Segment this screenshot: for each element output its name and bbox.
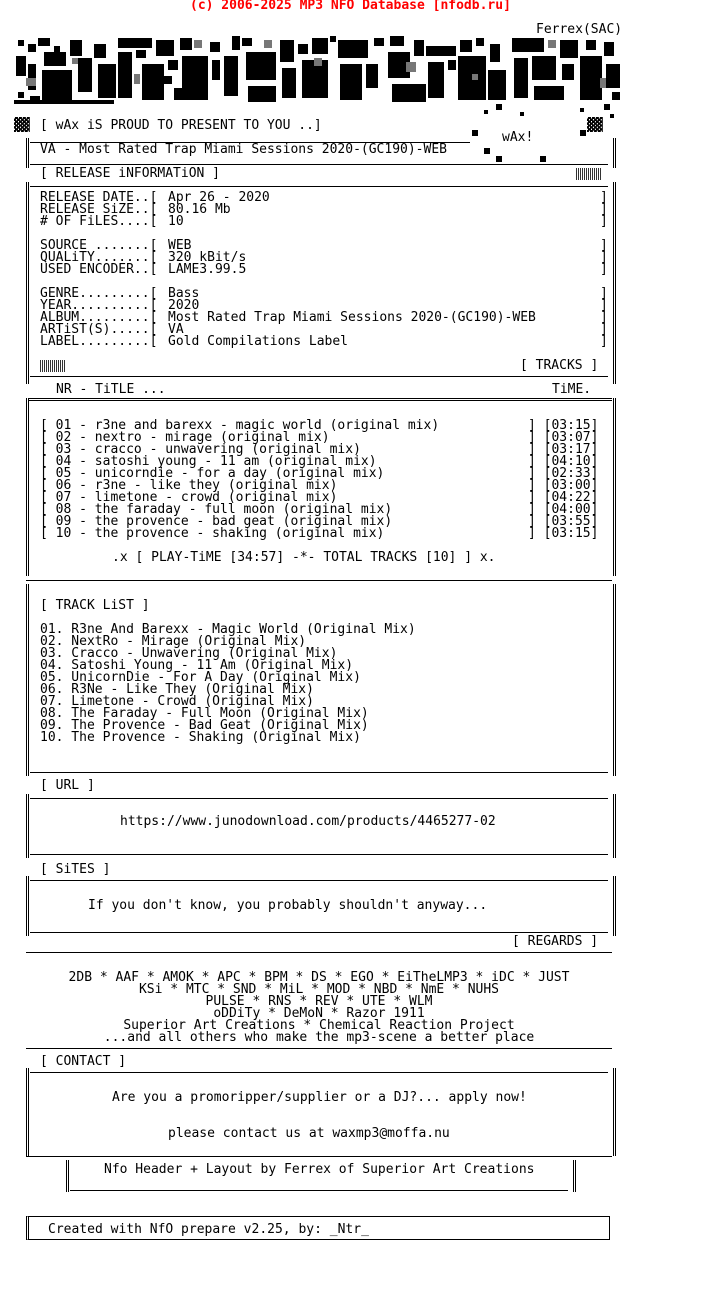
field-value: WEB (168, 238, 192, 253)
divider (30, 932, 608, 933)
shade-block (576, 168, 602, 180)
divider (30, 1072, 608, 1073)
decor-block (472, 130, 478, 136)
track-row: [ 05 - unicorndie - for a day (original mix) (40, 466, 385, 481)
divider (30, 880, 608, 881)
field-value: Most Rated Trap Miami Sessions 2020-(GC190)-WEB (168, 310, 536, 325)
track-list-item: 06. R3Ne - Like They (Original Mix) (40, 682, 314, 697)
track-time: ] [04:00] (528, 502, 599, 517)
track-row: [ 03 - cracco - unwavering (original mix) (40, 442, 361, 457)
col-time: TiME. (552, 382, 592, 397)
field-label: YEAR..........[ (40, 298, 158, 313)
field-bracket: ] (600, 322, 608, 337)
divider (30, 798, 608, 799)
field-label: ARTiST(S).....[ (40, 322, 158, 337)
regards-line: PULSE * RNS * REV * UTE * WLM (205, 994, 433, 1009)
track-list-item: 09. The Provence - Bad Geat (Original Mix) (40, 718, 369, 733)
divider (26, 1156, 612, 1157)
contact-line-2: please contact us at waxmp3@moffa.nu (168, 1126, 450, 1141)
track-time: ] [04:22] (528, 490, 599, 505)
release-url[interactable]: https://www.junodownload.com/products/4465277-02 (120, 814, 496, 829)
field-value: Bass (168, 286, 200, 301)
regards-label: [ REGARDS ] (512, 934, 599, 949)
divider (26, 580, 612, 581)
field-value: 10 (168, 214, 184, 229)
track-list-item: 07. Limetone - Crowd (Original Mix) (40, 694, 314, 709)
ascii-logo (14, 34, 626, 118)
field-bracket: ] (600, 310, 608, 325)
present-line: [ wAx iS PROUD TO PRESENT TO YOU ..] (40, 118, 322, 133)
track-list-item: 05. UnicornDie - For A Day (Original Mix) (40, 670, 361, 685)
field-value: LAME3.99.5 (168, 262, 247, 277)
field-bracket: ] (600, 202, 608, 217)
field-value: 80.16 Mb (168, 202, 231, 217)
field-bracket: ] (600, 190, 608, 205)
group-tag: wAx! (502, 130, 534, 145)
field-bracket: ] (600, 286, 608, 301)
release-info-label: [ RELEASE iNFORMATiON ] (40, 166, 221, 181)
field-bracket: ] (600, 298, 608, 313)
track-list-item: 03. Cracco - Unwavering (Original Mix) (40, 646, 338, 661)
sites-text: If you don't know, you probably shouldn't anyway... (88, 898, 488, 913)
track-time: ] [03:00] (528, 478, 599, 493)
present-line-suffix: ▓▓ (587, 118, 603, 133)
field-label: GENRE.........[ (40, 286, 158, 301)
track-list-item: 01. R3ne And Barexx - Magic World (Original Mix) (40, 622, 416, 637)
field-value: 320 kBit/s (168, 250, 247, 265)
field-bracket: ] (600, 214, 608, 229)
track-time: ] [03:55] (528, 514, 599, 529)
field-label: LABEL.........[ (40, 334, 158, 349)
track-row: [ 01 - r3ne and barexx - magic world (original mix) (40, 418, 440, 433)
field-label: RELEASE DATE..[ (40, 190, 158, 205)
track-row: [ 09 - the provence - bad geat (original mix) (40, 514, 393, 529)
field-bracket: ] (600, 334, 608, 349)
col-nr-title: NR - TiTLE ... (56, 382, 166, 397)
track-list-item: 10. The Provence - Shaking (Original Mix) (40, 730, 361, 745)
track-row: [ 10 - the provence - shaking (original mix) (40, 526, 385, 541)
track-list-label: [ TRACK LiST ] (40, 598, 150, 613)
field-label: SOURCE .......[ (40, 238, 158, 253)
divider (30, 186, 608, 187)
track-row: [ 02 - nextro - mirage (original mix) (40, 430, 330, 445)
track-time: ] [03:17] (528, 442, 599, 457)
track-time: ] [03:15] (528, 526, 599, 541)
track-time: ] [04:10] (528, 454, 599, 469)
track-list-item: 02. NextRo - Mirage (Original Mix) (40, 634, 307, 649)
divider (30, 164, 608, 165)
field-value: Gold Compilations Label (168, 334, 349, 349)
field-value: Apr 26 - 2020 (168, 190, 270, 205)
divider (30, 376, 608, 377)
divider (70, 1190, 568, 1191)
field-bracket: ] (600, 238, 608, 253)
divider (26, 1048, 612, 1049)
contact-box (26, 1068, 616, 1156)
field-bracket: ] (600, 262, 608, 277)
track-row: [ 08 - the faraday - full moon (original mix) (40, 502, 393, 517)
track-row: [ 04 - satoshi young - 11 am (original mix) (40, 454, 377, 469)
decor-block (580, 130, 586, 136)
regards-line: Superior Art Creations * Chemical Reaction Project (123, 1018, 515, 1033)
track-list-item: 08. The Faraday - Full Moon (Original Mix) (40, 706, 369, 721)
regards-line: 2DB * AAF * AMOK * APC * BPM * DS * EGO * EiTheLMP3 * iDC * JUST (68, 970, 570, 985)
regards-line: KSi * MTC * SND * MiL * MOD * NBD * NmE * NUHS (138, 982, 500, 997)
sites-label: [ SiTES ] (40, 862, 111, 877)
divider (26, 952, 612, 953)
contact-line-1: Are you a promoripper/supplier or a DJ?... apply now! (112, 1090, 527, 1105)
field-label: # OF FiLES....[ (40, 214, 158, 229)
play-summary: .x [ PLAY-TiME [34:57] -*- TOTAL TRACKS [10] ] x. (112, 550, 496, 565)
contact-label: [ CONTACT ] (40, 1054, 127, 1069)
regards-line: ...and all others who make the mp3-scene a better place (103, 1030, 535, 1045)
shade-block (40, 360, 66, 372)
track-time: ] [03:07] (528, 430, 599, 445)
divider (30, 854, 608, 855)
divider (30, 772, 608, 773)
track-time: ] [02:33] (528, 466, 599, 481)
layout-credit: Nfo Header + Layout by Ferrex of Superior Art Creations (104, 1162, 535, 1177)
track-list-item: 04. Satoshi Young - 11 Am (Original Mix) (40, 658, 354, 673)
created-with: Created with NfO prepare v2.25, by: _Ntr_ (48, 1222, 369, 1237)
release-title: VA - Most Rated Trap Miami Sessions 2020-(GC190)-WEB (40, 142, 447, 157)
copyright-banner: (c) 2006-2025 MP3 NFO Database [nfodb.ru] (190, 0, 511, 13)
field-label: RELEASE SiZE..[ (40, 202, 158, 217)
track-row: [ 06 - r3ne - like they (original mix) (40, 478, 338, 493)
field-bracket: ] (600, 250, 608, 265)
track-row: [ 07 - limetone - crowd (original mix) (40, 490, 338, 505)
field-value: 2020 (168, 298, 200, 313)
field-label: USED ENCODER..[ (40, 262, 158, 277)
tracks-section-label: [ TRACKS ] (520, 358, 599, 373)
url-label: [ URL ] (40, 778, 95, 793)
field-label: QUALiTY.......[ (40, 250, 158, 265)
track-time: ] [03:15] (528, 418, 599, 433)
field-value: VA (168, 322, 184, 337)
artist-credit: Ferrex(SAC) (536, 22, 623, 37)
regards-line: oDDiTy * DeMoN * Razor 1911 (213, 1006, 425, 1021)
field-label: ALBUM.........[ (40, 310, 158, 325)
present-line-prefix: ▓▓ (14, 118, 30, 133)
